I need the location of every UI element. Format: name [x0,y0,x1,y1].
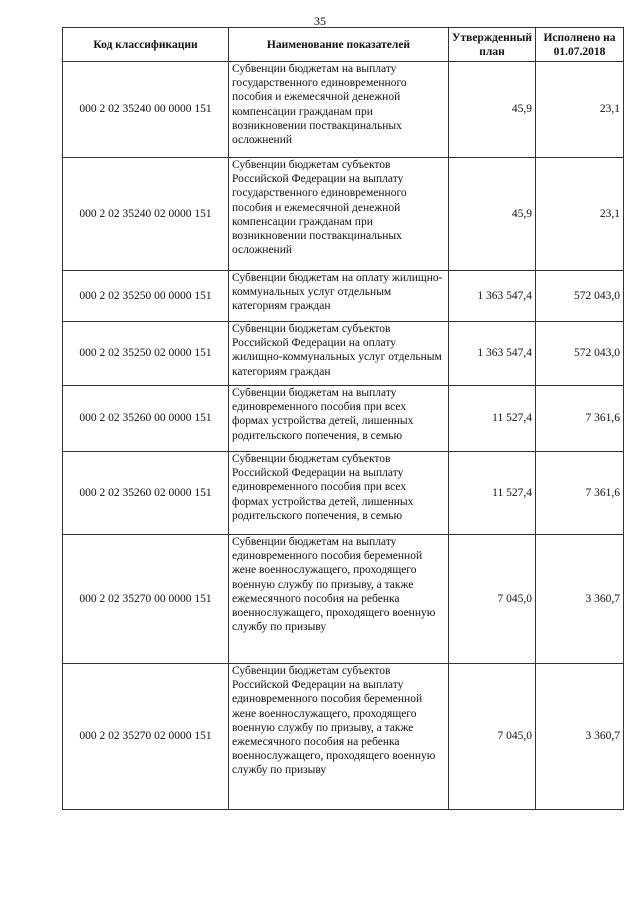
cell-plan: 7 045,0 [449,535,536,664]
cell-executed: 3 360,7 [536,535,624,664]
cell-plan: 1 363 547,4 [449,271,536,322]
header-plan: Утвержденный план [449,28,536,62]
header-name: Наименование показателей [229,28,449,62]
cell-plan: 45,9 [449,62,536,158]
header-code: Код классификации [63,28,229,62]
cell-name: Субвенции бюджетам на выплату единовременного пособия беременной жене военнослужащего, проходящего военную службу по призыву, а также ежемесячного пособия на ребенка военнослужащего, проходящего военную службу по призыву [229,535,449,664]
cell-executed: 572 043,0 [536,271,624,322]
cell-name: Субвенции бюджетам на оплату жилищно-коммунальных услуг отдельным категориям граждан [229,271,449,322]
cell-code: 000 2 02 35250 00 0000 151 [63,271,229,322]
table-row [63,62,624,158]
page-number: 35 [314,14,326,28]
cell-name: Субвенции бюджетам на выплату единовременного пособия при всех формах устройства детей, лишенных родительского попечения, в семью [229,386,449,452]
cell-executed: 3 360,7 [536,664,624,810]
cell-executed: 7 361,6 [536,452,624,535]
cell-plan: 11 527,4 [449,452,536,535]
cell-executed: 572 043,0 [536,322,624,386]
cell-name: Субвенции бюджетам на выплату государственного единовременного пособия и ежемесячной денежной компенсации гражданам при возникновении поствакцинальных осложнений [229,62,449,158]
cell-plan: 11 527,4 [449,386,536,452]
cell-executed: 23,1 [536,62,624,158]
table-header-row [63,28,624,62]
cell-code: 000 2 02 35270 02 0000 151 [63,664,229,810]
cell-code: 000 2 02 35240 00 0000 151 [63,62,229,158]
cell-plan: 1 363 547,4 [449,322,536,386]
cell-code: 000 2 02 35260 00 0000 151 [63,386,229,452]
table-row [63,158,624,271]
cell-name: Субвенции бюджетам субъектов Российской Федерации на выплату единовременного пособия при всех формах устройства детей, лишенных родительского попечения, в семью [229,452,449,535]
cell-name: Субвенции бюджетам субъектов Российской Федерации на выплату единовременного пособия беременной жене военнослужащего, проходящего военную службу по призыву, а также ежемесячного пособия на ребенка военнослужащего, проходящего военную службу по призыву [229,664,449,810]
cell-executed: 23,1 [536,158,624,271]
cell-plan: 45,9 [449,158,536,271]
cell-name: Субвенции бюджетам субъектов Российской Федерации на оплату жилищно-коммунальных услуг отдельным категориям граждан [229,322,449,386]
table-row [63,664,624,810]
table-row [63,271,624,322]
header-executed: Исполнено на 01.07.2018 [536,28,624,62]
cell-executed: 7 361,6 [536,386,624,452]
cell-name: Субвенции бюджетам субъектов Российской Федерации на выплату государственного единовременного пособия и ежемесячной денежной компенсации гражданам при возникновении поствакцинальных осложнений [229,158,449,271]
table-row [63,322,624,386]
budget-table [62,27,624,810]
cell-code: 000 2 02 35260 02 0000 151 [63,452,229,535]
cell-code: 000 2 02 35270 00 0000 151 [63,535,229,664]
cell-code: 000 2 02 35250 02 0000 151 [63,322,229,386]
table-row [63,535,624,664]
table-row [63,452,624,535]
cell-plan: 7 045,0 [449,664,536,810]
cell-code: 000 2 02 35240 02 0000 151 [63,158,229,271]
table-row [63,386,624,452]
